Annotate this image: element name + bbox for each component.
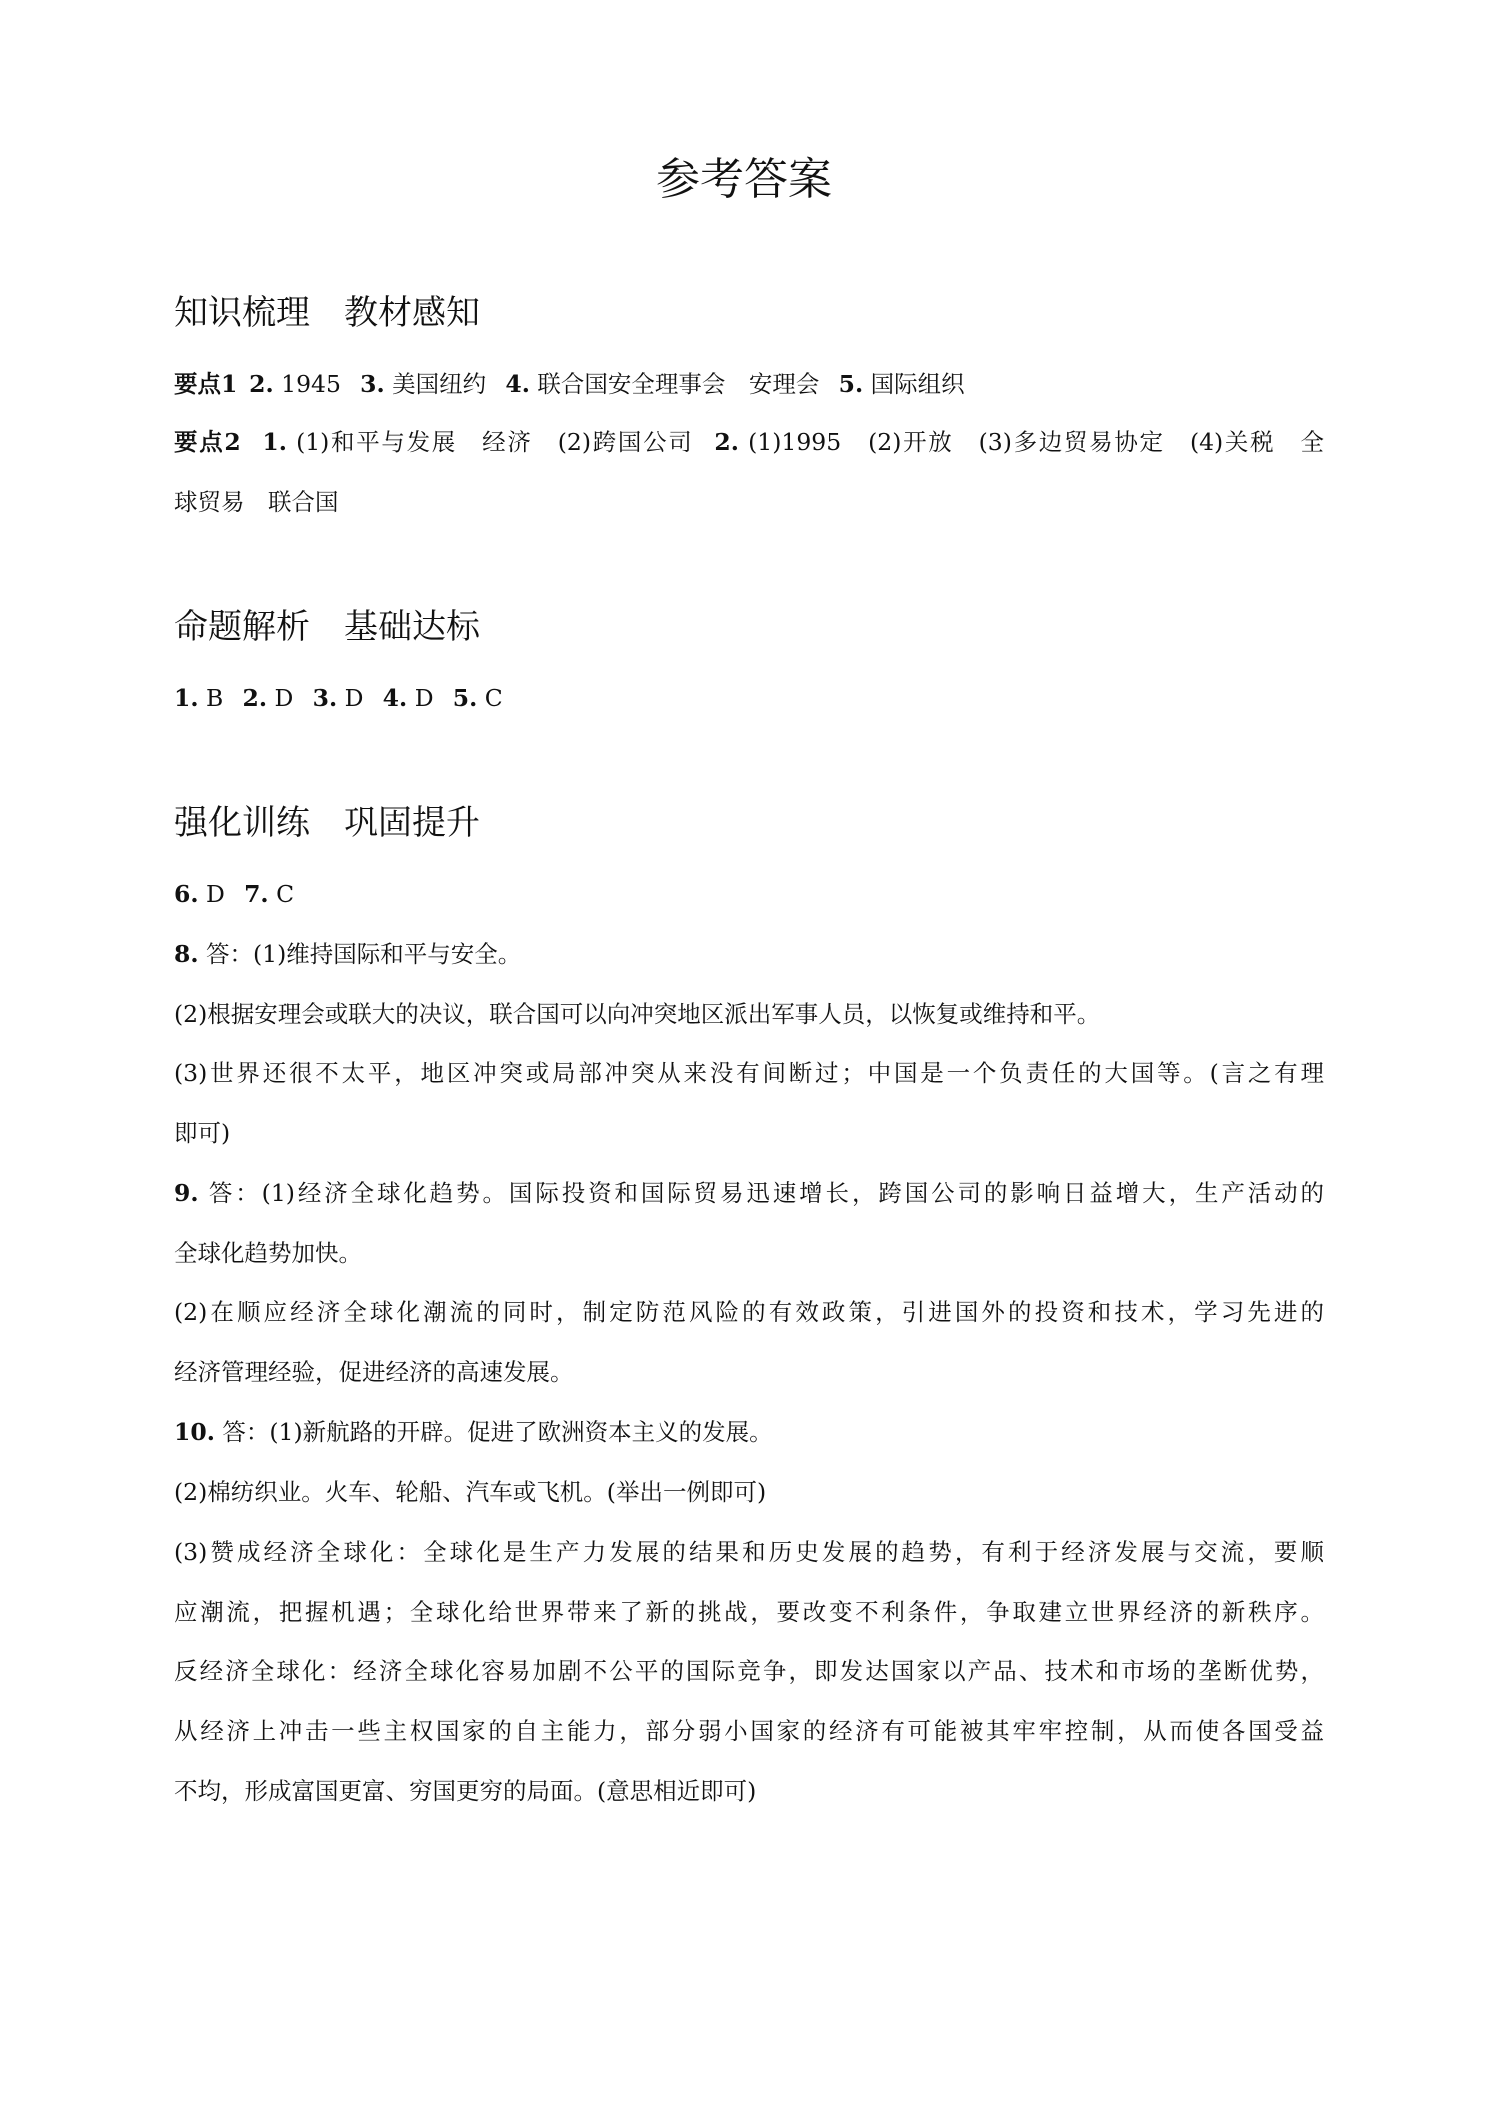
answer-line: (2)在顺应经济全球化潮流的同时，制定防范风险的有效政策，引进国外的投资和技术，学习先进的 — [174, 1298, 1324, 1326]
answer-line: 8. 答：(1)维持国际和平与安全。 — [174, 940, 522, 968]
section-heading-analysis: 命题解析 基础达标 — [174, 607, 480, 647]
answer-line: 经济管理经验，促进经济的高速发展。 — [174, 1358, 574, 1386]
answer-line: 全球化趋势加快。 — [174, 1239, 362, 1267]
answer-line: 1. B 2. D 3. D 4. D 5. C — [174, 684, 503, 712]
answer-line: 反经济全球化：经济全球化容易加剧不公平的国际竞争，即发达国家以产品、技术和市场的垄断优势， — [174, 1657, 1324, 1685]
answer-line: (2)棉纺织业。火车、轮船、汽车或飞机。(举出一例即可) — [174, 1478, 767, 1506]
answer-line: 应潮流，把握机遇；全球化给世界带来了新的挑战，要改变不利条件，争取建立世界经济的新秩序。 — [174, 1598, 1324, 1626]
section-heading-training: 强化训练 巩固提升 — [174, 803, 480, 843]
answer-line: (3)世界还很不太平，地区冲突或局部冲突从来没有间断过；中国是一个负责任的大国等。(言之有理 — [174, 1059, 1324, 1087]
answer-line: 6. D 7. C — [174, 880, 295, 908]
answer-line: 不均，形成富国更富、穷国更穷的局面。(意思相近即可) — [174, 1777, 757, 1805]
answer-line: 要点1 2. 1945 3. 美国纽约 4. 联合国安全理事会 安理会 5. 国际组织 — [174, 370, 965, 398]
answer-line: (2)根据安理会或联大的决议，联合国可以向冲突地区派出军事人员，以恢复或维持和平。 — [174, 1000, 1101, 1028]
section-heading-knowledge: 知识梳理 教材感知 — [174, 293, 480, 333]
answer-line: 球贸易 联合国 — [174, 488, 339, 516]
answer-line: 10. 答：(1)新航路的开辟。促进了欧洲资本主义的发展。 — [174, 1418, 773, 1446]
answer-line: 9. 答：(1)经济全球化趋势。国际投资和国际贸易迅速增长，跨国公司的影响日益增大，生产活动的 — [174, 1179, 1324, 1207]
page-title: 参考答案 — [656, 154, 832, 205]
answer-line: 即可) — [174, 1119, 231, 1147]
answer-line: 从经济上冲击一些主权国家的自主能力，部分弱小国家的经济有可能被其牢牢控制，从而使各国受益 — [174, 1717, 1324, 1745]
answer-line: (3)赞成经济全球化：全球化是生产力发展的结果和历史发展的趋势，有利于经济发展与交流，要顺 — [174, 1538, 1324, 1566]
answer-line: 要点2 1. (1)和平与发展 经济 (2)跨国公司 2. (1)1995 (2)开放 (3)多边贸易协定 (4)关税 全 — [174, 428, 1324, 456]
